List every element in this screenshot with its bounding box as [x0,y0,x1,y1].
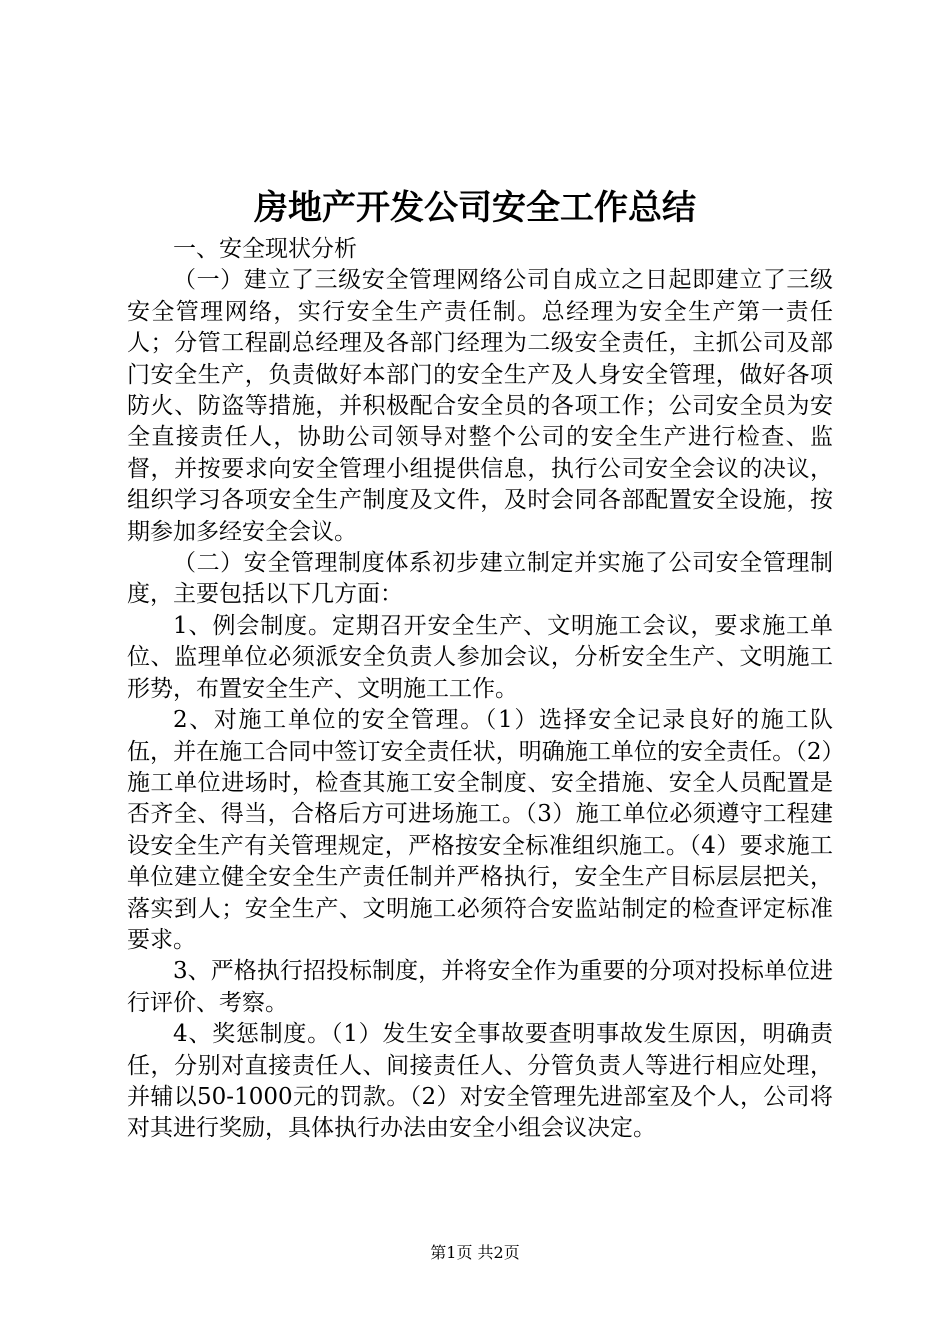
paragraph: 3、严格执行招投标制度，并将安全作为重要的分项对投标单位进行评价、考察。 [127,958,833,1016]
paragraph: 2、对施工单位的安全管理。（1）选择安全记录良好的施工队伍，并在施工合同中签订安全责任状，明确施工单位的安全责任。（2）施工单位进场时，检查其施工安全制度、安全措施、安全人员配置是否齐全、得当，合格后方可进场施工。（3）施工单位必须遵守工程建设安全生产有关管理规定，严格按安全标准组织施工。（4）要求施工单位建立健全安全生产责任制并严格执行，安全生产目标层层把关，落实到人；安全生产、文明施工必须符合安监站制定的检查评定标准要求。 [127,707,833,953]
paragraph: 4、奖惩制度。（1）发生安全事故要查明事故发生原因，明确责任，分别对直接责任人、间接责任人、分管负责人等进行相应处理，并辅以50-1000元的罚款。（2）对安全管理先进部室及个人，公司将对其进行奖励，具体执行办法由安全小组会议决定。 [127,1021,833,1142]
paragraph: （一）建立了三级安全管理网络公司自成立之日起即建立了三级安全管理网络，实行安全生产责任制。总经理为安全生产第一责任人；分管工程副总经理及各部门经理为二级安全责任，主抓公司及部门安全生产，负责做好本部门的安全生产及人身安全管理，做好各项防火、防盗等措施，并积极配合安全员的各项工作；公司安全员为安全直接责任人，协助公司领导对整个公司的安全生产进行检查、监督，并按要求向安全管理小组提供信息，执行公司安全会议的决议，组织学习各项安全生产制度及文件，及时会同各部配置安全设施，按期参加多经安全会议。 [127,267,833,545]
document-body [127,234,833,1145]
document-title: 房地产开发公司安全工作总结 [254,188,696,228]
paragraph: （二）安全管理制度体系初步建立制定并实施了公司安全管理制度，主要包括以下几方面： [127,550,833,608]
section-heading: 一、安全现状分析 [173,236,357,262]
paragraph: 1、例会制度。定期召开安全生产、文明施工会议，要求施工单位、监理单位必须派安全负责人参加会议，分析安全生产、文明施工形势，布置安全生产、文明施工工作。 [127,612,833,702]
page-number-footer: 第1页 共2页 [430,1243,520,1262]
